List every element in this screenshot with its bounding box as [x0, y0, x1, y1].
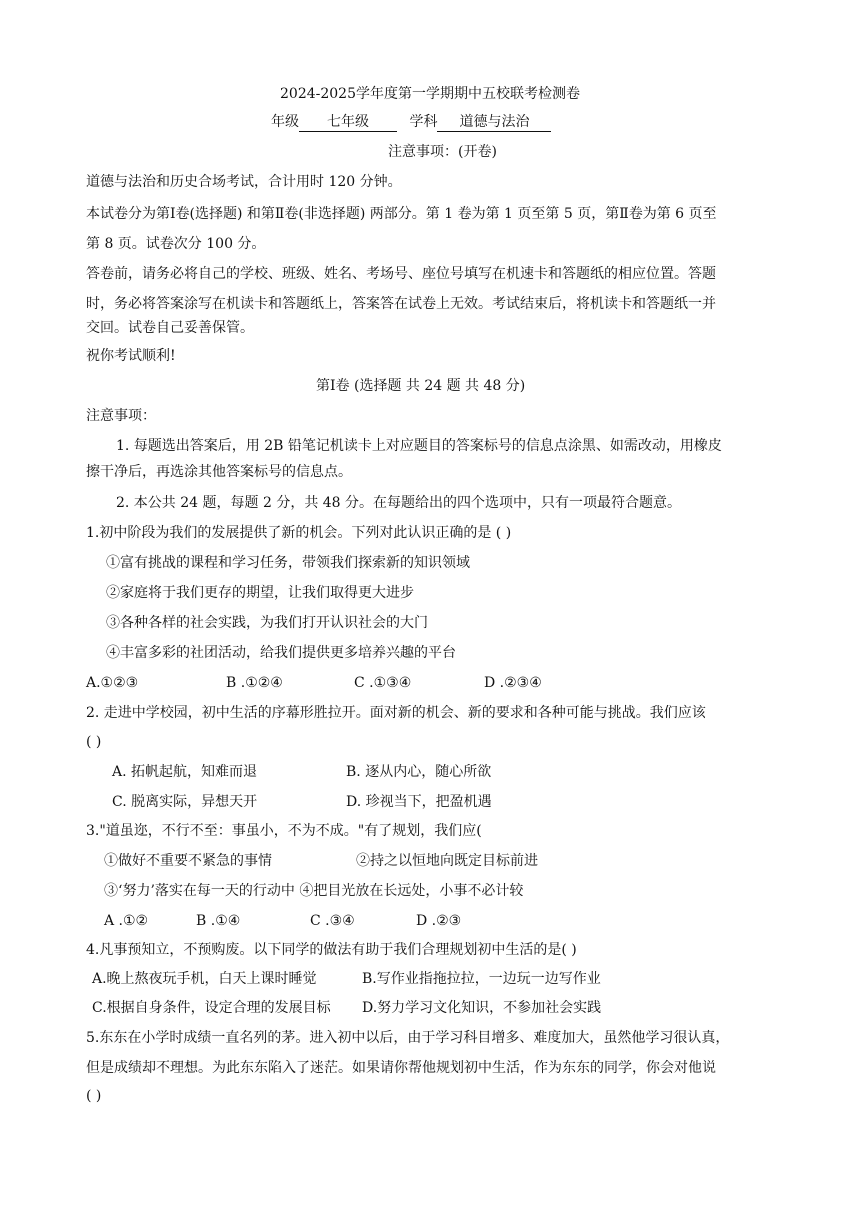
option-b: B.写作业指拖拉拉，一边玩一边写作业: [362, 971, 601, 987]
question-3-item: ④把目光放在长远处，小事不必计较: [299, 883, 524, 899]
section-title: 第Ⅰ卷 (选择题 共 24 题 共 48 分): [316, 378, 526, 394]
subject-value: 道德与法治: [437, 113, 551, 132]
option-b: B .①②④: [226, 675, 283, 691]
exam-title: 2024-2025学年度第一学期期中五校联考检测卷: [280, 86, 580, 102]
question-1-item: ④丰富多彩的社团活动，给我们提供更多培养兴趣的平台: [106, 645, 456, 661]
question-5-answer-blank: ( ): [86, 1088, 102, 1104]
intro-line: 时，务必将答案涂写在机读卡和答题纸上，答案答在试卷上无效。考试结束后，将机读卡和答题纸一并: [86, 296, 716, 312]
option-d: D .②③④: [484, 675, 542, 691]
question-3-stem: 3."道虽迩，不行不至：事虽小，不为不成。"有了规划，我们应(: [86, 823, 482, 839]
question-1-stem: 1.初中阶段为我们的发展提供了新的机会。下列对此认识正确的是 ( ): [86, 525, 512, 541]
question-1-item: ②家庭将于我们更存的期望，让我们取得更大进步: [106, 585, 414, 601]
question-5-stem: 但是成绩却不理想。为此东东陷入了迷茫。如果请你帮他规划初中生活，作为东东的同学，你会对他说: [86, 1060, 716, 1076]
option-b: B .①④: [196, 913, 241, 929]
intro-line: 道德与法治和历史合场考试，合计用时 120 分钟。: [86, 174, 402, 190]
option-c: C.根据自身条件，设定合理的发展目标: [92, 1000, 331, 1016]
option-a: A. 拓帆起航，知难而退: [112, 764, 258, 780]
option-b: B. 逐从内心，随心所欲: [346, 764, 492, 780]
question-1-item: ③各种各样的社会实践，为我们打开认识社会的大门: [106, 615, 428, 631]
intro-line: 本试卷分为第Ⅰ卷(选择题) 和第Ⅱ卷(非选择题) 两部分。第 1 卷为第 1 页至第 5 页，第Ⅱ卷为第 6 页至: [86, 206, 717, 222]
intro-line: 祝你考试顺利!: [86, 348, 176, 364]
option-c: C. 脱离实际，异想天开: [112, 794, 258, 810]
question-3-items-row: [104, 881, 523, 901]
intro-line: 答卷前，请务必将自己的学校、班级、姓名、考场号、座位号填写在机速卡和答题纸的相应位置。答题: [86, 266, 716, 282]
section-note: 擦干净后，再选涂其他答案标号的信息点。: [86, 464, 352, 480]
section-note: 1. 每题选出答案后，用 2B 铅笔记机读卡上对应题目的答案标号的信息点涂黑、如需改动，用橡皮: [116, 438, 722, 454]
notice-title: 注意事项：(开卷): [388, 144, 497, 160]
section-notice-label: 注意事项：: [86, 408, 156, 424]
question-2-answer-blank: ( ): [86, 734, 102, 750]
question-1-item: ①富有挑战的课程和学习任务，带领我们探索新的知识领域: [106, 555, 470, 571]
option-d: D .②③: [416, 913, 462, 929]
option-a: A .①②: [104, 913, 149, 929]
section-note: 2. 本公共 24 题，每题 2 分，共 48 分。在每题给出的四个选项中，只有一项最符合题意。: [116, 495, 682, 511]
question-5-stem: 5.东东在小学时成绩一直名列的茅。进入初中以后，由于学习科目增多、难度加大，虽然他学习很认真，: [86, 1030, 730, 1046]
intro-line: 第 8 页。试卷次分 100 分。: [86, 236, 266, 252]
grade-subject-line: [271, 112, 551, 132]
option-d: D. 珍视当下，把盈机遇: [346, 794, 492, 810]
question-3-item: ③‘努力’落实在每一天的行动中: [104, 883, 295, 899]
question-4-stem: 4.凡事预知立，不预购废。以下同学的做法有助于我们合理规划初中生活的是( ): [86, 942, 577, 958]
option-c: C .③④: [310, 913, 355, 929]
subject-label: 学科: [409, 114, 438, 130]
grade-value: 七年级: [299, 113, 397, 132]
question-3-item: ①做好不重要不紧急的事情: [104, 853, 272, 869]
option-a: A.晚上熬夜玩手机，白天上课时睡觉: [92, 971, 317, 987]
question-3-item: ②持之以恒地向既定目标前进: [356, 853, 538, 869]
question-2-stem: 2. 走进中学校园，初中生活的序幕形胜拉开。面对新的机会、新的要求和各种可能与挑战。我们应该: [86, 705, 706, 721]
option-d: D.努力学习文化知识，不参加社会实践: [362, 1000, 602, 1016]
grade-label: 年级: [271, 114, 299, 130]
intro-line: 交回。试卷自己妥善保管。: [86, 320, 254, 336]
option-a: A.①②③: [86, 675, 139, 691]
option-c: C .①③④: [354, 675, 412, 691]
